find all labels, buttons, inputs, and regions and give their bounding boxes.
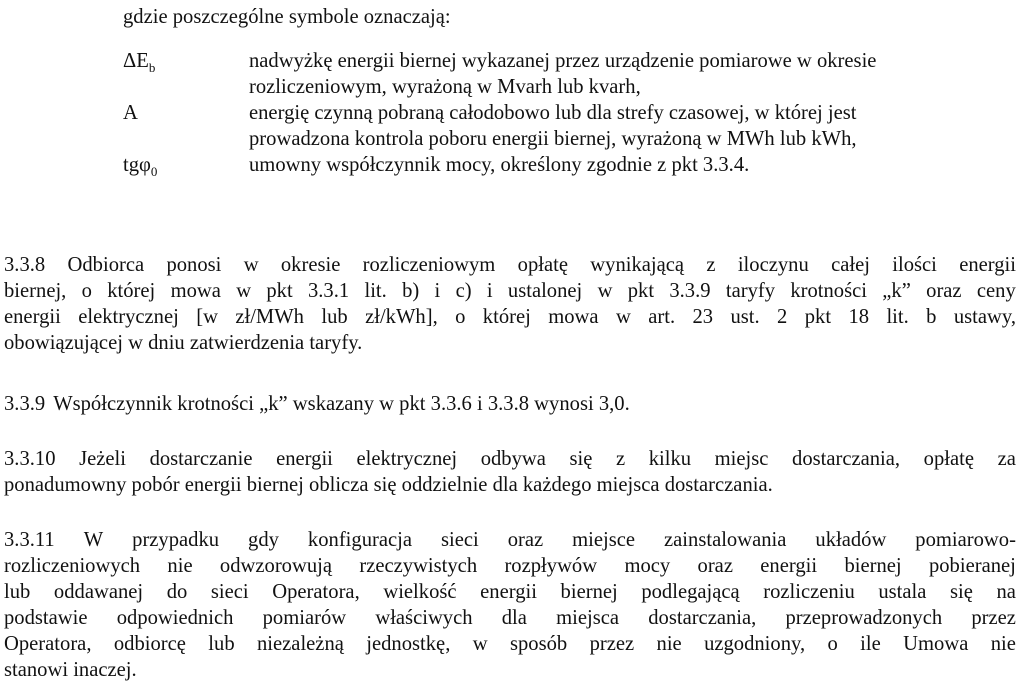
definitions-list — [123, 48, 1003, 185]
definition-text — [249, 152, 1003, 178]
word: lub — [321, 306, 348, 328]
word: się — [569, 448, 593, 470]
word: w — [243, 254, 259, 276]
word: o — [827, 633, 838, 655]
word: w — [236, 280, 252, 302]
paragraph-line-text: Współczynnik krotności „k” wskazany w pkt 3.3.6 i 3.3.8 wynosi 3,0. — [53, 393, 630, 415]
paragraph-line — [4, 631, 1016, 657]
word: lit. — [364, 280, 387, 302]
word: rozliczeniowych — [4, 555, 141, 577]
word: zł/MWh — [235, 306, 304, 328]
word: b — [926, 306, 937, 328]
definition-symbol: A — [123, 102, 138, 124]
paragraph-number: 3.3.11 — [4, 529, 55, 551]
paragraph-line — [4, 527, 1016, 553]
word: miejsc — [714, 448, 769, 470]
word: energii — [959, 254, 1016, 276]
paragraph-line — [4, 605, 1016, 631]
word: Odbiorca — [67, 254, 145, 276]
word: ilości — [892, 254, 937, 276]
word: przez — [971, 607, 1016, 629]
word: uzgodniony, — [704, 633, 806, 655]
word: nie — [990, 633, 1016, 655]
word: odbywa — [480, 448, 546, 470]
word: lit. — [886, 306, 909, 328]
definitions-intro: gdzie poszczególne symbole oznaczają: — [123, 6, 451, 28]
word: wynikającą — [590, 254, 685, 276]
definition-symbol: tgφ$_0$ — [123, 154, 158, 180]
word: ponosi — [166, 254, 222, 276]
word: i — [486, 280, 493, 302]
definition-line: umowny współczynnik mocy, określony zgodnie z pkt 3.3.4. — [249, 154, 750, 176]
word: w — [615, 306, 631, 328]
word: energii — [276, 448, 333, 470]
word: nie — [656, 633, 682, 655]
word: energii — [4, 306, 61, 328]
word: ile — [860, 633, 881, 655]
word: rzeczywistych — [359, 555, 478, 577]
word: ustawy, — [953, 306, 1016, 328]
word: odwzorowują — [219, 555, 333, 577]
word: c) — [455, 280, 472, 302]
word: 3.3.9 — [669, 280, 711, 302]
word: mocy — [624, 555, 671, 577]
word: sieci — [210, 581, 249, 603]
definition-line: energię czynną pobraną całodobowo lub dla strefy czasowej, w której jest — [249, 102, 857, 124]
definition-tg-phi0 — [123, 152, 1003, 185]
word: odbiorcę — [113, 633, 186, 655]
word: której — [482, 306, 531, 328]
definition-line: rozliczeniowym, wyrażoną w Mvarh lub kvarh, — [249, 76, 641, 98]
word: ust. — [730, 306, 760, 328]
word: biernej — [560, 581, 618, 603]
word: taryfy — [725, 280, 776, 302]
word: pomiarów — [262, 607, 347, 629]
word: z — [615, 448, 626, 470]
word: opłatę — [923, 448, 974, 470]
word: pkt — [627, 280, 655, 302]
definition-delta-eb — [123, 48, 1003, 100]
word: w — [597, 280, 613, 302]
word: wielkość — [383, 581, 457, 603]
definition-a — [123, 100, 1003, 152]
word: i — [434, 280, 441, 302]
word: rozliczeniowym — [362, 254, 496, 276]
word: 3.3.1 — [307, 280, 350, 302]
word: elektrycznej — [78, 306, 179, 328]
word: przez — [589, 633, 635, 655]
word: do — [166, 581, 188, 603]
word: podstawie — [4, 607, 88, 629]
word: miejsce — [572, 529, 636, 551]
word: 23 — [692, 306, 714, 328]
definition-line: prowadzona kontrola poboru energii biernej, wyrażoną w MWh lub kWh, — [249, 128, 857, 150]
definition-text — [249, 48, 1003, 100]
word: pomiarowo- — [915, 529, 1016, 551]
word: 2 — [777, 306, 788, 328]
word: sposób — [509, 633, 568, 655]
word: oraz — [697, 555, 733, 577]
paragraph-line — [4, 553, 1016, 579]
paragraph-line — [4, 278, 1016, 304]
word: rozliczeniu — [763, 581, 855, 603]
word: Umowa — [903, 633, 969, 655]
word: W — [83, 529, 104, 551]
definition-line: nadwyżkę energii biernej wykazanej przez urządzenie pomiarowe w okresie — [249, 50, 877, 72]
word: miejsca — [556, 607, 620, 629]
word: przypadku — [132, 529, 220, 551]
word: kilku — [648, 448, 692, 470]
word: energii — [760, 555, 818, 577]
paragraph-line — [4, 579, 1016, 605]
word: ceny — [976, 280, 1016, 302]
word: pkt — [266, 280, 293, 302]
paragraph-3-3-9 — [4, 391, 1016, 417]
word: mowa — [548, 306, 599, 328]
word: za — [997, 448, 1016, 470]
word: lub — [208, 633, 235, 655]
word: 18 — [848, 306, 870, 328]
word: [w — [196, 306, 218, 328]
word: rozpływów — [504, 555, 598, 577]
word: Jeżeli — [79, 448, 126, 470]
word: sieci — [440, 529, 479, 551]
word: ustala — [878, 581, 927, 603]
word: mowa — [170, 280, 221, 302]
word: b) — [402, 280, 420, 302]
word: zainstalowania — [664, 529, 787, 551]
word: odpowiednich — [116, 607, 234, 629]
word: gdy — [248, 529, 279, 551]
word: elektrycznej — [356, 448, 458, 470]
word: niezależną — [257, 633, 344, 655]
word: „k” — [882, 280, 911, 302]
word: biernej — [844, 555, 902, 577]
word: Operatora, — [4, 633, 92, 655]
paragraph-line — [4, 252, 1016, 278]
word: w — [472, 633, 488, 655]
word: energii — [480, 581, 537, 603]
paragraph-line — [4, 446, 1016, 472]
word: dostarczanie — [149, 448, 253, 470]
word: się — [949, 581, 973, 603]
word: układów — [815, 529, 887, 551]
word: na — [996, 581, 1016, 603]
definition-symbol: $\Delta E_b$ — [123, 50, 156, 76]
paragraph-line: stanowi inaczej. — [4, 659, 137, 681]
word: jednostkę, — [366, 633, 451, 655]
paragraph-number: 3.3.10 — [4, 448, 56, 470]
word: której — [107, 280, 156, 302]
paragraph-line: ponadumowny pobór energii biernej oblicza się oddzielnie dla każdego miejsca dostarczania. — [4, 474, 773, 496]
word: art. — [648, 306, 676, 328]
word: biernej, — [4, 280, 67, 302]
paragraph-number: 3.3.9 — [4, 393, 46, 415]
word: lub — [4, 581, 31, 603]
word: Operatora, — [272, 581, 360, 603]
paragraph-number: 3.3.8 — [4, 254, 46, 276]
definition-text — [249, 100, 1003, 152]
word: pkt — [804, 306, 832, 328]
paragraph-line — [4, 391, 1016, 417]
word: właściwych — [375, 607, 473, 629]
paragraph-3-3-8 — [4, 252, 1016, 356]
word: opłatę — [517, 254, 568, 276]
word: całej — [831, 254, 870, 276]
word: zł/kWh], — [365, 306, 438, 328]
word: o — [81, 280, 92, 302]
word: ustalonej — [507, 280, 583, 302]
word: okresie — [280, 254, 341, 276]
word: dostarczania, — [648, 607, 757, 629]
word: przeprowadzonych — [785, 607, 943, 629]
word: dostarczania, — [792, 448, 901, 470]
word: iloczynu — [737, 254, 809, 276]
word: oraz — [507, 529, 544, 551]
word: z — [706, 254, 716, 276]
word: dla — [501, 607, 527, 629]
word: podlegającą — [641, 581, 740, 603]
word: pobieranej — [928, 555, 1016, 577]
word: konfiguracja — [307, 529, 412, 551]
paragraph-line: obowiązującej w dniu zatwierdzenia taryfy. — [4, 332, 363, 354]
word: nie — [167, 555, 193, 577]
paragraph-3-3-10 — [4, 446, 1016, 498]
word: krotności — [790, 280, 867, 302]
word: oraz — [926, 280, 962, 302]
word: o — [455, 306, 466, 328]
word: oddawanej — [53, 581, 144, 603]
paragraph-3-3-11 — [4, 527, 1016, 683]
paragraph-line — [4, 304, 1016, 330]
